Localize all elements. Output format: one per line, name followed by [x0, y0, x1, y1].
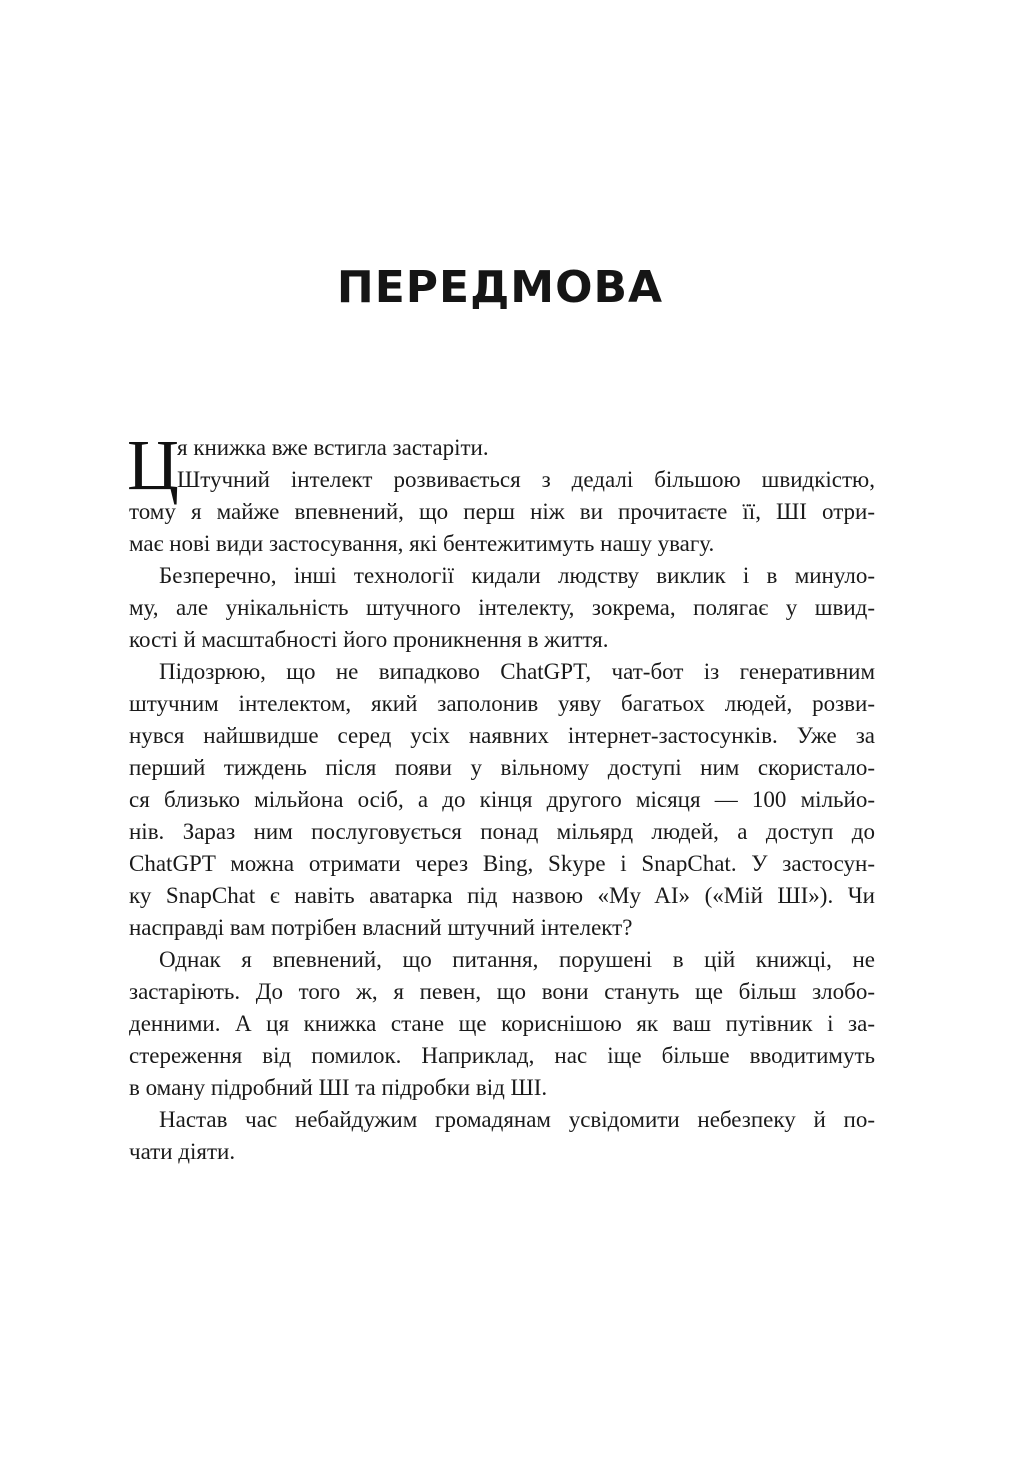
text-line: я книжка вже встигла застаріти. [177, 435, 489, 460]
text-line: ку SnapChat є навіть аватарка під назвою «My AI» («Мій ШІ»). Чи [129, 883, 875, 908]
text-line: Штучний інтелект розвивається з дедалі більшою швидкістю, [177, 467, 875, 492]
text-line: Настав час небайдужим громадянам усвідомити небезпеку й по- [159, 1107, 875, 1132]
text-line: Однак я впевнений, що питання, порушені в цій книжці, не [159, 947, 875, 972]
paragraph [129, 560, 875, 656]
opening-paragraph [127, 425, 875, 505]
paragraph [129, 656, 875, 944]
text-line: денними. А ця книжка стане ще кориснішою як ваш путівник і за- [129, 1011, 875, 1036]
text-line: має нові види застосування, які бентежитимуть нашу увагу. [129, 531, 715, 556]
text-line: в оману підробний ШІ та підробки від ШІ. [129, 1075, 548, 1100]
paragraph [129, 1104, 875, 1168]
text-line: Безперечно, інші технології кидали людству виклик і в минуло- [159, 563, 875, 588]
text-line: ChatGPT можна отримати через Bing, Skype і SnapChat. У застосун- [129, 851, 875, 876]
text-line: му, але унікальність штучного інтелекту, зокрема, полягає у швид- [129, 595, 875, 620]
text-line: стереження від помилок. Наприклад, нас іще більше вводитимуть [129, 1043, 875, 1068]
text-line: нів. Зараз ним послуговується понад мільярд людей, а доступ до [129, 819, 875, 844]
paragraph [129, 944, 875, 1104]
text-line: насправді вам потрібен власний штучний інтелект? [129, 915, 633, 940]
text-line: тому я майже впевнений, що перш ніж ви прочитаєте її, ШІ отри- [129, 499, 875, 524]
body-text [127, 425, 875, 1168]
chapter-title: ПЕРЕДМОВА [336, 262, 664, 313]
text-line: Підозрюю, що не випадково ChatGPT, чат-бот із генеративним [159, 659, 875, 684]
text-line: штучним інтелектом, який заполонив уяву багатьох людей, розви- [129, 691, 875, 716]
text-line: перший тиждень після появи у вільному доступі ним скористало- [129, 755, 875, 780]
drop-cap: Ц [127, 425, 179, 505]
text-line: ся близько мільйона осіб, а до кінця другого місяця — 100 мільйо- [129, 787, 875, 812]
text-line: чати діяти. [129, 1139, 236, 1164]
text-line: застаріють. До того ж, я певен, що вони стануть ще більш злобо- [129, 979, 875, 1004]
paragraph [129, 496, 875, 560]
text-line: кості й масштабності його проникнення в життя. [129, 627, 609, 652]
text-line: нувся найшвидше серед усіх наявних інтернет-застосунків. Уже за [129, 723, 875, 748]
